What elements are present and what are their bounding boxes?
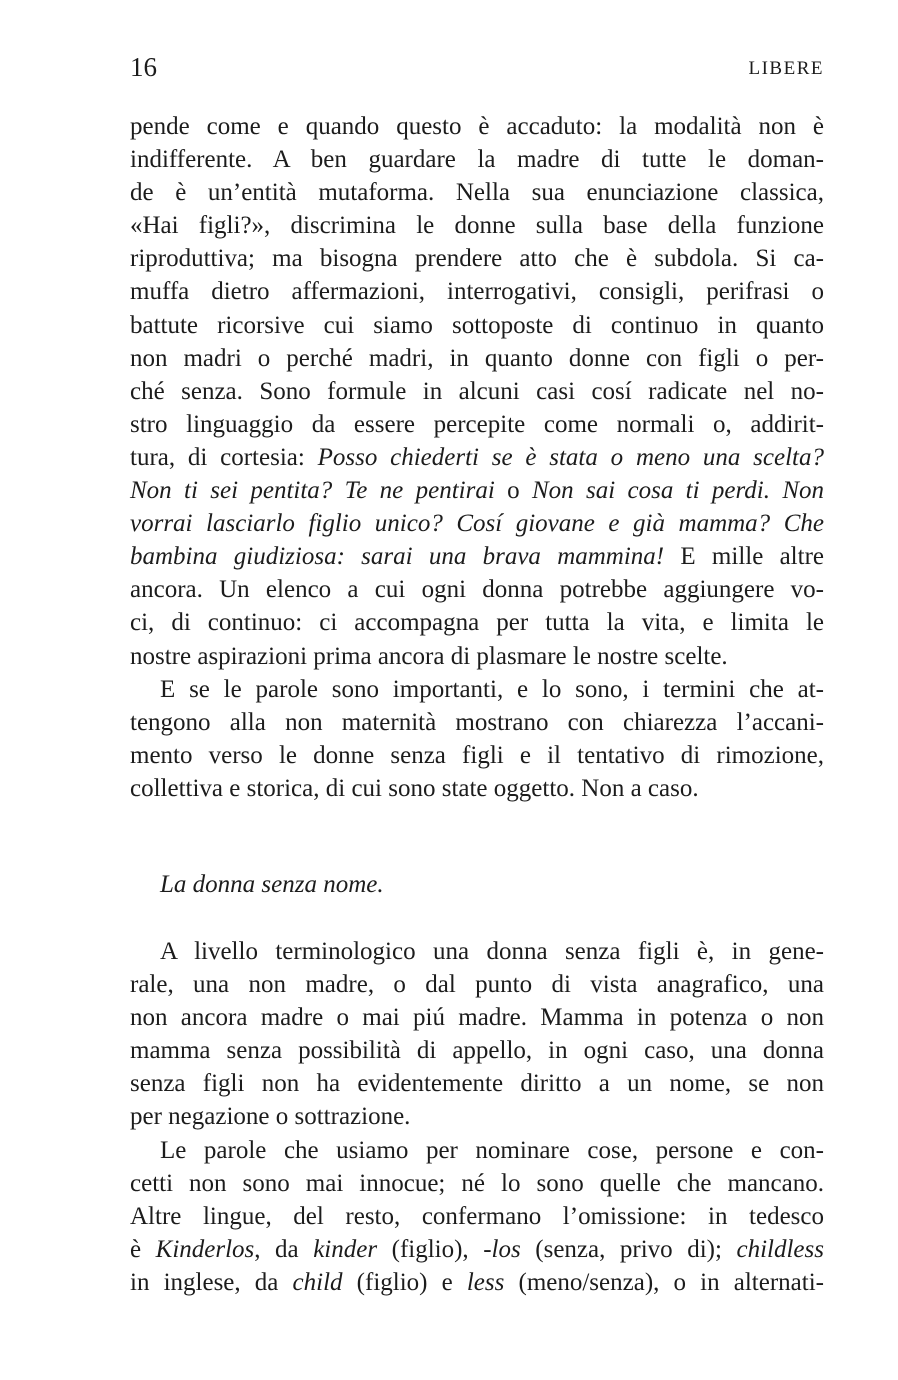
text-line: in inglese, da child (figlio) e less (meno/senza), o in alternati- xyxy=(130,1268,824,1296)
text-line: indifferente. A ben guardare la madre di tutte le doman- xyxy=(130,146,824,174)
text-line: cetti non sono mai innocue; né lo sono quelle che mancano. xyxy=(130,1169,824,1197)
text-line: rale, una non madre, o dal punto di vista anagrafico, una xyxy=(130,971,824,999)
text-line: tura, di cortesia: Posso chiederti se è stata o meno una scelta? xyxy=(130,443,824,471)
text-line: «Hai figli?», discrimina le donne sulla base della funzione xyxy=(130,212,824,240)
text-line: è Kinderlos, da kinder (figlio), -los (senza, privo di); childless xyxy=(130,1235,824,1263)
text-line: non ancora madre o mai piú madre. Mamma in potenza o non xyxy=(130,1004,824,1032)
text-line: per negazione o sottrazione. xyxy=(130,1103,411,1131)
text-line: Altre lingue, del resto, confermano l’omissione: in tedesco xyxy=(130,1202,824,1230)
text-line: battute ricorsive cui siamo sottoposte di continuo in quanto xyxy=(130,311,824,339)
text-line: pende come e quando questo è accaduto: la modalità non è xyxy=(130,113,824,140)
text-line: mento verso le donne senza figli e il tentativo di rimozione, xyxy=(130,741,824,769)
body-text-block-1 xyxy=(130,110,824,805)
section-title: La donna senza nome. xyxy=(160,871,384,898)
page-number: 16 xyxy=(130,52,157,82)
text-line: E se le parole sono importanti, e lo sono, i termini che at- xyxy=(160,675,824,703)
text-line: ché senza. Sono formule in alcuni casi cosí radicate nel no- xyxy=(130,377,824,405)
text-line: mamma senza possibilità di appello, in ogni caso, una donna xyxy=(130,1037,824,1065)
text-line: ancora. Un elenco a cui ogni donna potrebbe aggiungere vo- xyxy=(130,576,824,604)
text-line: tengono alla non maternità mostrano con chiarezza l’accani- xyxy=(130,708,824,736)
running-head: LIBERE xyxy=(748,58,824,79)
text-line: Non ti sei pentita? Te ne pentirai o Non sai cosa ti perdi. Non xyxy=(130,477,824,505)
body-text-block-2 xyxy=(130,935,824,1299)
text-line: stro linguaggio da essere percepite come normali o, addirit- xyxy=(130,410,824,438)
text-line: non madri o perché madri, in quanto donne con figli o per- xyxy=(130,344,824,372)
text-line: A livello terminologico una donna senza figli è, in gene- xyxy=(160,938,824,965)
text-line: senza figli non ha evidentemente diritto a un nome, se non xyxy=(130,1070,824,1098)
text-line: nostre aspirazioni prima ancora di plasmare le nostre scelte. xyxy=(130,642,728,670)
text-line: muffa dietro affermazioni, interrogativi, consigli, perifrasi o xyxy=(130,278,824,306)
page-header xyxy=(130,50,824,84)
text-line: ci, di continuo: ci accompagna per tutta la vita, e limita le xyxy=(130,609,824,637)
text-line: de è un’entità mutaforma. Nella sua enunciazione classica, xyxy=(130,179,824,207)
text-line: collettiva e storica, di cui sono state oggetto. Non a caso. xyxy=(130,774,699,802)
text-line: riproduttiva; ma bisogna prendere atto che è subdola. Si ca- xyxy=(130,245,824,273)
text-line: vorrai lasciarlo figlio unico? Cosí giovane e già mamma? Che xyxy=(130,510,824,538)
text-line: bambina giudiziosa: sarai una brava mammina! E mille altre xyxy=(130,543,824,571)
text-line: Le parole che usiamo per nominare cose, persone e con- xyxy=(160,1136,824,1164)
